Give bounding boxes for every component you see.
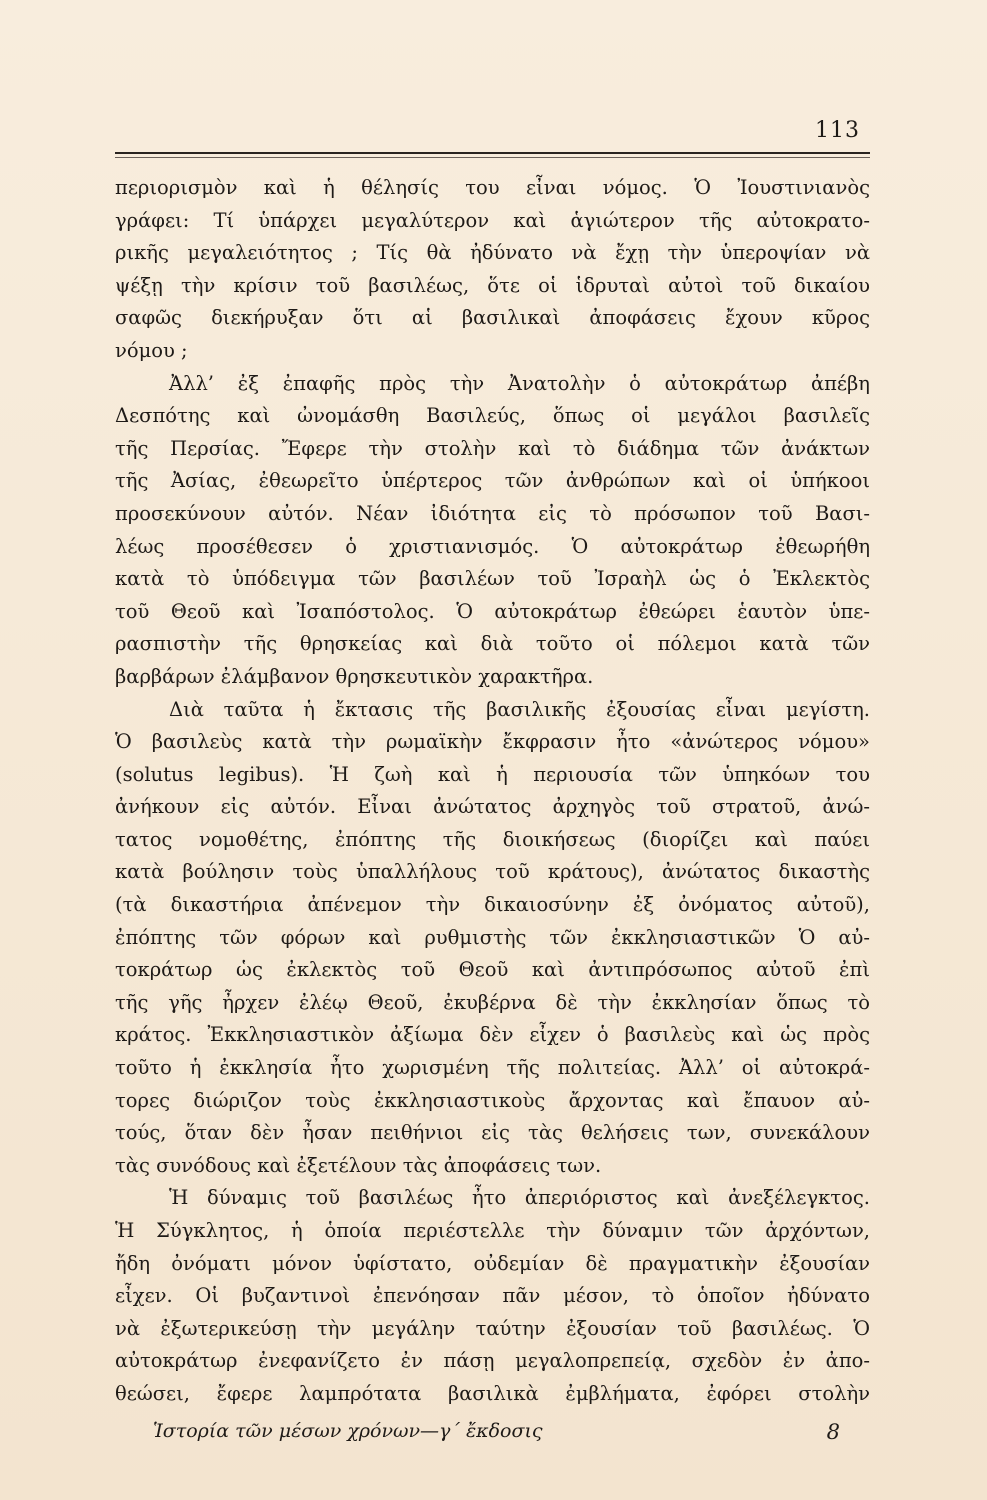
- text-line: Δεσπότης καὶ ὠνομάσθη Βασιλεύς, ὅπως οἱ μεγάλοι βασιλεῖς: [115, 404, 870, 428]
- text-line: τὰς συνόδους καὶ ἐξετέλουν τὰς ἀποφάσεις των.: [115, 1153, 602, 1177]
- text-line: τοῦτο ἡ ἐκκλησία ἦτο χωρισμένη τῆς πολιτείας. Ἀλλ’ οἱ αὐτοκρά-: [115, 1056, 870, 1080]
- text-line: νὰ ἐξωτερικεύσῃ τὴν μεγάλην ταύτην ἐξουσίαν τοῦ βασιλέως. Ὁ: [115, 1316, 870, 1340]
- text-line: θεώσει, ἔφερε λαμπρότατα βασιλικὰ ἐμβλήματα, ἐφόρει στολὴν: [115, 1381, 870, 1405]
- text-line: κατὰ βούλησιν τοὺς ὑπαλλήλους τοῦ κράτους), ἀνώτατος δικαστὴς: [115, 860, 870, 884]
- text-line: (solutus legibus). Ἡ ζωὴ καὶ ἡ περιουσία τῶν ὑπηκόων του: [115, 762, 870, 786]
- text-line: Διὰ ταῦτα ἡ ἔκτασις τῆς βασιλικῆς ἐξουσίας εἶναι μεγίστη.: [169, 697, 870, 721]
- text-line: κράτος. Ἐκκλησιαστικὸν ἀξίωμα δὲν εἶχεν ὁ βασιλεὺς καὶ ὡς πρὸς: [115, 1023, 870, 1047]
- text-line: τούς, ὅταν δὲν ἦσαν πειθήνιοι εἰς τὰς θελήσεις των, συνεκάλουν: [115, 1121, 870, 1145]
- text-line: γράφει: Τί ὑπάρχει μεγαλύτερον καὶ ἁγιώτερον τῆς αὐτοκρατο-: [115, 208, 870, 232]
- text-line: τοκράτωρ ὡς ἐκλεκτὸς τοῦ Θεοῦ καὶ ἀντιπρόσωπος αὐτοῦ ἐπὶ: [115, 958, 870, 982]
- text-line: Ἡ δύναμις τοῦ βασιλέως ἦτο ἀπεριόριστος καὶ ἀνεξέλεγκτος.: [169, 1186, 870, 1210]
- text-line: σαφῶς διεκήρυξαν ὅτι αἱ βασιλικαὶ ἀποφάσεις ἔχουν κῦρος: [115, 306, 870, 330]
- text-line: περιορισμὸν καὶ ἡ θέλησίς του εἶναι νόμος. Ὁ Ἰουστινιανὸς: [115, 176, 870, 199]
- text-line: προσεκύνουν αὐτόν. Νέαν ἰδιότητα εἰς τὸ πρόσωπον τοῦ Βασι-: [115, 501, 870, 525]
- text-line: ψέξῃ τὴν κρίσιν τοῦ βασιλέως, ὅτε οἱ ἱδρυταὶ αὐτοὶ τοῦ δικαίου: [115, 273, 870, 297]
- text-line: τῆς Ἀσίας, ἐθεωρεῖτο ὑπέρτερος τῶν ἀνθρώπων καὶ οἱ ὑπήκοοι: [115, 469, 870, 493]
- text-line: ἤδη ὀνόματι μόνον ὑφίστατο, οὐδεμίαν δὲ πραγματικὴν ἐξουσίαν: [115, 1251, 870, 1275]
- text-line: (τὰ δικαστήρια ἀπένεμον τὴν δικαιοσύνην ἐξ ὀνόματος αὐτοῦ),: [115, 893, 870, 917]
- text-line: Ὁ βασιλεὺς κατὰ τὴν ρωμαϊκὴν ἔκφρασιν ἦτο «ἀνώτερος νόμου»: [115, 730, 870, 754]
- text-line: Ἀλλ’ ἐξ ἐπαφῆς πρὸς τὴν Ἀνατολὴν ὁ αὐτοκράτωρ ἀπέβη: [169, 371, 870, 395]
- text-line: Ἡ Σύγκλητος, ἡ ὁποία περιέστελλε τὴν δύναμιν τῶν ἀρχόντων,: [115, 1219, 870, 1242]
- header-rule: [115, 152, 870, 154]
- body-text: [115, 172, 870, 1411]
- text-line: ἀνήκουν εἰς αὐτόν. Εἶναι ἀνώτατος ἀρχηγὸς τοῦ στρατοῦ, ἀνώ-: [115, 795, 870, 819]
- text-line: εἶχεν. Οἱ βυζαντινοὶ ἐπενόησαν πᾶν μέσον, τὸ ὁποῖον ἠδύνατο: [115, 1284, 870, 1308]
- text-line: αὐτοκράτωρ ἐνεφανίζετο ἐν πάσῃ μεγαλοπρεπείᾳ, σχεδὸν ἐν ἀπο-: [115, 1349, 870, 1373]
- text-line: τατος νομοθέτης, ἐπόπτης τῆς διοικήσεως (διορίζει καὶ παύει: [115, 827, 870, 851]
- text-line: ἐπόπτης τῶν φόρων καὶ ρυθμιστὴς τῶν ἐκκλησιαστικῶν Ὁ αὐ-: [115, 925, 870, 949]
- text-line: τορες διώριζον τοὺς ἐκκλησιαστικοὺς ἄρχοντας καὶ ἔπαυον αὐ-: [115, 1088, 870, 1112]
- text-line: κατὰ τὸ ὑπόδειγμα τῶν βασιλέων τοῦ Ἰσραὴλ ὡς ὁ Ἐκλεκτὸς: [115, 567, 870, 591]
- header-rule-thin: [115, 157, 870, 158]
- text-line: νόμου ;: [115, 338, 188, 362]
- text-line: λέως προσέθεσεν ὁ χριστιανισμός. Ὁ αὐτοκράτωρ ἐθεωρήθη: [115, 534, 870, 558]
- text-line: τῆς Περσίας. Ἔφερε τὴν στολὴν καὶ τὸ διάδημα τῶν ἀνάκτων: [115, 436, 870, 460]
- footer-book-title: Ἱστορία τῶν μέσων χρόνων—γ΄ ἔκδοσις: [153, 1420, 543, 1442]
- text-line: τοῦ Θεοῦ καὶ Ἰσαπόστολος. Ὁ αὐτοκράτωρ ἐθεώρει ἑαυτὸν ὑπε-: [115, 599, 870, 623]
- page-footer: [115, 1420, 870, 1450]
- text-line: ρασπιστὴν τῆς θρησκείας καὶ διὰ τοῦτο οἱ πόλεμοι κατὰ τῶν: [115, 632, 870, 656]
- text-line: τῆς γῆς ἦρχεν ἐλέῳ Θεοῦ, ἐκυβέρνα δὲ τὴν ἐκκλησίαν ὅπως τὸ: [115, 990, 870, 1014]
- text-line: βαρβάρων ἐλάμβανον θρησκευτικὸν χαρακτῆρα.: [115, 664, 594, 688]
- footer-signature: 8: [826, 1420, 840, 1444]
- page-number: 113: [815, 118, 860, 143]
- text-line: ρικῆς μεγαλειότητος ; Τίς θὰ ἠδύνατο νὰ ἔχῃ τὴν ὑπεροψίαν νὰ: [115, 241, 870, 265]
